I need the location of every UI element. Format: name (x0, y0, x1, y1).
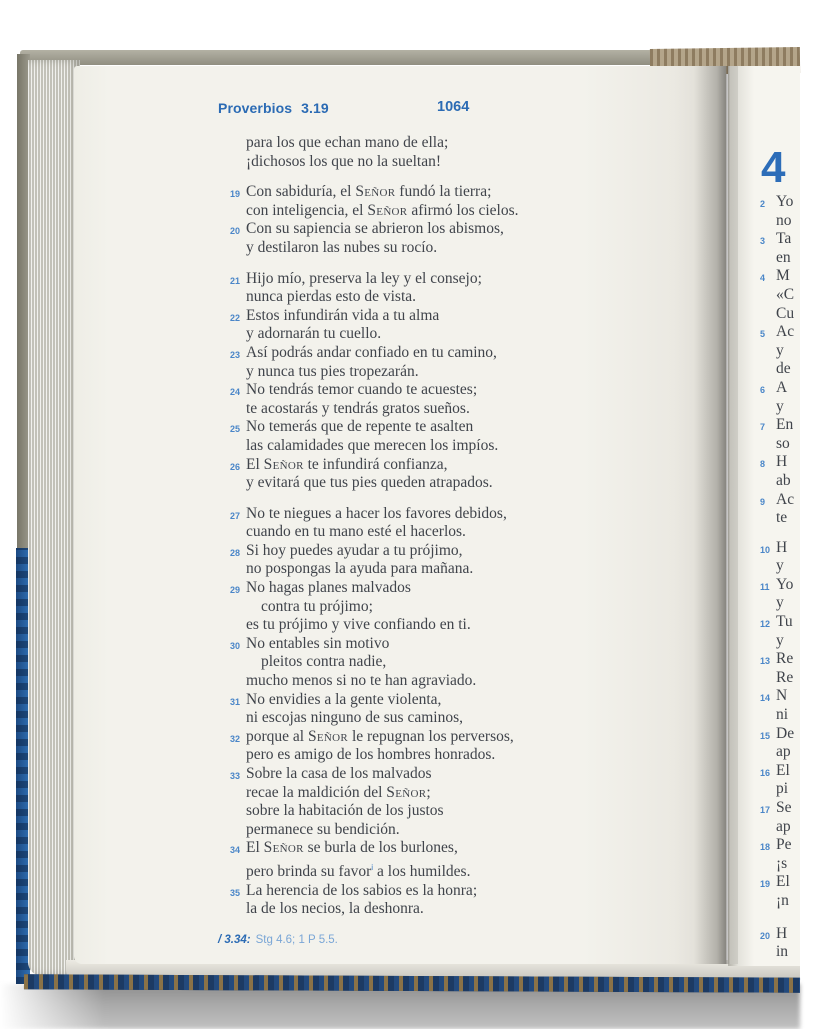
verse-line (760, 416, 836, 435)
verse-text: in (776, 943, 789, 961)
verse-text: H (776, 538, 788, 556)
verse-line (246, 784, 576, 803)
verse-number: 23 (230, 349, 241, 360)
verse-text: El (776, 873, 790, 891)
verse-text: El Señor se burla de los burlones, (246, 839, 458, 857)
verse-number: 2 (760, 199, 766, 209)
verse-line (776, 706, 836, 725)
page-number: 1064 (437, 99, 470, 115)
verse-text: la de los necios, la deshonra. (246, 900, 424, 918)
verse-text: pero es amigo de los hombres honrados. (246, 746, 496, 764)
verse-text: Si hoy puedes ayudar a tu prójimo, (246, 541, 463, 559)
verse-line (230, 839, 576, 858)
verse-line (776, 892, 836, 911)
verse-line (246, 709, 576, 728)
verse-text: M (776, 267, 790, 285)
verse-line (776, 855, 836, 874)
verse-number: 17 (760, 805, 771, 815)
verse-text: Con su sapiencia se abrieron los abismos, (246, 220, 504, 238)
verse-text: y destilaron las nubes su rocío. (246, 238, 438, 256)
verse-number: 33 (230, 771, 241, 781)
verse-number: 12 (760, 619, 771, 630)
verse-text: y (776, 397, 784, 415)
verse-line (760, 687, 836, 706)
verse-number: 10 (760, 544, 771, 555)
verse-text: y (776, 557, 784, 575)
verse-text: ab (776, 471, 791, 489)
verse-text: En (776, 416, 794, 434)
verse-text: te acostarás y tendrás gratos sueños. (246, 399, 470, 417)
cover-top-edge (20, 50, 668, 65)
verse-number: 27 (230, 510, 241, 521)
verse-line (776, 632, 836, 651)
verse-number: 16 (760, 767, 771, 778)
footnote (218, 934, 338, 946)
verse-line (246, 523, 576, 542)
verse-line (246, 363, 576, 382)
running-head-book-name: Proverbios (218, 100, 293, 116)
verse-line (230, 269, 576, 289)
verse-text: Se (776, 799, 792, 816)
verse-text: N (776, 687, 788, 705)
verse-text: A (776, 378, 788, 396)
verse-line (760, 873, 836, 892)
verse-number: 29 (230, 585, 241, 596)
verse-text: pleitos contra nadie, (261, 653, 387, 671)
verse-line (246, 474, 576, 493)
verse-line (246, 653, 576, 672)
verse-number: 25 (230, 424, 241, 435)
verse-number: 15 (760, 730, 771, 741)
verse-line (760, 724, 836, 744)
footnote-citations: Stg 4.6; 1 P 5.5. (255, 934, 338, 946)
verse-line (230, 504, 576, 524)
verse-number: 32 (230, 733, 241, 744)
verse-text: en (776, 248, 791, 266)
verse-text: Cu (776, 304, 795, 322)
verse-text: El Señor te infundirá confianza, (246, 455, 448, 473)
verse-text: y (776, 631, 784, 649)
verse-text: Ac (776, 490, 795, 508)
verse-number: 22 (230, 312, 241, 323)
verse-line (776, 342, 836, 361)
verse-line (246, 239, 576, 258)
verse-line (246, 288, 576, 307)
verse-text: Con sabiduría, el Señor fundó la tierra; (246, 183, 492, 201)
verse-line (230, 765, 576, 784)
verse-number: 26 (230, 461, 241, 472)
verse-line (230, 881, 576, 901)
verse-number: 28 (230, 547, 241, 558)
verse-line (246, 598, 576, 617)
verse-text: Re (776, 650, 794, 668)
verse-line (246, 437, 576, 456)
verse-line (760, 924, 836, 944)
verse-line (246, 802, 576, 821)
verse-text: cuando en tu mano esté el hacerlos. (246, 523, 466, 541)
verse-text: sobre la habitación de los justos (246, 802, 444, 820)
verse-number: 9 (760, 496, 766, 507)
verse-text: Ta (776, 230, 792, 248)
running-head-reference: 3.19 (301, 100, 329, 116)
verse-line (230, 418, 576, 437)
left-page-verse-text (230, 134, 576, 919)
verse-line (760, 650, 836, 669)
verse-text: y (776, 594, 784, 612)
verse-number: 19 (760, 879, 771, 890)
verse-text: recae la maldición del Señor; (246, 783, 431, 801)
verse-line (230, 541, 576, 561)
verse-number: 8 (760, 459, 766, 470)
verse-text: Hijo mío, preserva la ley y el consejo; (246, 269, 482, 287)
verse-number: 24 (230, 387, 241, 398)
verse-text: ni (776, 706, 789, 724)
verse-line (760, 761, 836, 781)
verse-line (760, 378, 836, 398)
verse-line (246, 153, 576, 172)
verse-text: permanece su bendición. (246, 820, 400, 838)
verse-line (776, 669, 836, 688)
verse-line (760, 490, 836, 510)
verse-line (776, 212, 836, 231)
verse-text: y adornarán tu cuello. (246, 325, 382, 343)
verse-line (776, 472, 836, 491)
verse-line (230, 343, 576, 363)
verse-text: con inteligencia, el Señor afirmó los cielos. (246, 201, 519, 219)
verse-number: 35 (230, 887, 241, 898)
verse-number: 21 (230, 275, 241, 286)
verse-text: ¡dichosos los que no la sueltan! (246, 152, 442, 170)
verse-number: 6 (760, 384, 766, 395)
verse-line (246, 616, 576, 635)
verse-number: 30 (230, 640, 241, 651)
verse-line (230, 306, 576, 326)
verse-text: y nunca tus pies tropezarán. (246, 362, 419, 380)
verse-line (246, 560, 576, 579)
verse-line (246, 858, 576, 882)
verse-text: Pe (776, 836, 792, 854)
verse-line (246, 746, 576, 765)
verse-line (776, 509, 836, 528)
verse-text: nunca pierdas esto de vista. (246, 288, 417, 306)
verse-line (776, 780, 836, 799)
verse-text: La herencia de los sabios es la honra; (246, 881, 478, 899)
page-gutter (694, 66, 738, 964)
verse-text: las calamidades que merecen los impíos. (246, 436, 499, 454)
verse-line (230, 381, 576, 400)
verse-text: porque al Señor le repugnan los perversos, (246, 727, 514, 745)
verse-number: 11 (760, 581, 770, 592)
verse-text: ¡n (776, 891, 789, 909)
verse-line (246, 672, 576, 691)
verse-line (246, 821, 576, 840)
verse-line (246, 325, 576, 344)
verse-text: No envidies a la gente violenta, (246, 690, 442, 708)
verse-text: De (776, 724, 795, 742)
verse-line (776, 943, 836, 962)
running-head (218, 100, 329, 116)
verse-line (230, 690, 576, 710)
verse-text: no (776, 211, 792, 229)
verse-line (776, 818, 836, 837)
verse-line (776, 305, 836, 324)
verse-text: El (776, 761, 790, 779)
verse-text: es tu prójimo y vive confiando en ti. (246, 616, 471, 634)
verse-text: ni escojas ninguno de sus caminos, (246, 709, 463, 727)
verse-text: Ac (776, 323, 795, 341)
verse-line (776, 360, 836, 379)
verse-line (230, 634, 576, 654)
verse-text: Sobre la casa de los malvados (246, 765, 432, 782)
verse-line (230, 455, 576, 475)
verse-line (760, 323, 836, 342)
verse-line (776, 398, 836, 417)
verse-line (230, 727, 576, 747)
verse-number: 4 (760, 273, 766, 284)
verse-line (776, 557, 836, 576)
verse-text: so (776, 434, 790, 452)
verse-text: pero brinda su favor$^i$ a los humildes. (246, 861, 471, 881)
verse-line (760, 613, 836, 632)
right-page-verse-text (760, 193, 836, 962)
verse-line (776, 249, 836, 268)
verse-line (760, 193, 836, 212)
verse-text: Re (776, 668, 794, 686)
verse-number: 18 (760, 842, 771, 853)
verse-line (246, 134, 576, 153)
verse-text: no pospongas la ayuda para mañana. (246, 560, 474, 578)
verse-text: te (776, 509, 788, 527)
verse-line (760, 453, 836, 472)
verse-line (760, 836, 836, 855)
verse-number: 34 (230, 845, 241, 856)
verse-text: Estos infundirán vida a tu alma (246, 306, 440, 324)
verse-line (760, 799, 836, 818)
verse-line (230, 220, 576, 239)
verse-line (776, 435, 836, 454)
verse-number: 20 (230, 226, 241, 237)
verse-line (776, 286, 836, 305)
verse-text: No temerás que de repente te asalten (246, 418, 474, 436)
verse-number: 20 (760, 930, 771, 941)
verse-number: 19 (230, 189, 241, 200)
verse-text: y (776, 341, 784, 359)
footnote-marker-icon: i (371, 861, 374, 872)
verse-text: ap (776, 743, 791, 761)
chapter-number: 4 (761, 143, 786, 192)
page-edges-fanned (28, 60, 80, 976)
verse-text: y evitará que tus pies queden atrapados. (246, 474, 493, 492)
verse-text: H (776, 924, 788, 942)
verse-line (230, 183, 576, 202)
verse-line (760, 575, 836, 595)
verse-text: No tendrás temor cuando te acuestes; (246, 381, 478, 399)
footnote-reference: / 3.34: (218, 934, 251, 946)
verse-text: ¡s (776, 854, 788, 872)
verse-line (760, 230, 836, 249)
verse-line (760, 538, 836, 558)
verse-number: 5 (760, 329, 766, 340)
verse-text: de (776, 360, 791, 378)
verse-number: 3 (760, 236, 766, 247)
verse-text: pi (776, 780, 789, 798)
verse-text: Yo (776, 575, 794, 593)
verse-number: 7 (760, 422, 766, 433)
verse-line (230, 579, 576, 598)
verse-text: ap (776, 817, 791, 835)
verse-text: No te niegues a hacer los favores debidos, (246, 504, 507, 522)
verse-line (246, 202, 576, 221)
verse-line (760, 267, 836, 286)
verse-text: mucho menos si no te han agraviado. (246, 672, 477, 690)
verse-line (776, 594, 836, 613)
verse-line (776, 743, 836, 762)
verse-text: Tu (776, 613, 793, 631)
verse-text: contra tu prójimo; (261, 597, 373, 615)
verse-number: 13 (760, 656, 771, 667)
verse-line (246, 900, 576, 919)
verse-text: No entables sin motivo (246, 634, 390, 652)
verse-text: para los que echan mano de ella; (246, 134, 449, 151)
verse-text: Yo (776, 193, 794, 210)
verse-text: No hagas planes malvados (246, 579, 411, 597)
verse-text: «C (776, 285, 795, 303)
verse-text: H (776, 453, 788, 471)
verse-text: Así podrás andar confiado en tu camino, (246, 343, 497, 361)
verse-line (246, 400, 576, 419)
verse-number: 31 (230, 696, 241, 707)
verse-number: 14 (760, 693, 771, 704)
